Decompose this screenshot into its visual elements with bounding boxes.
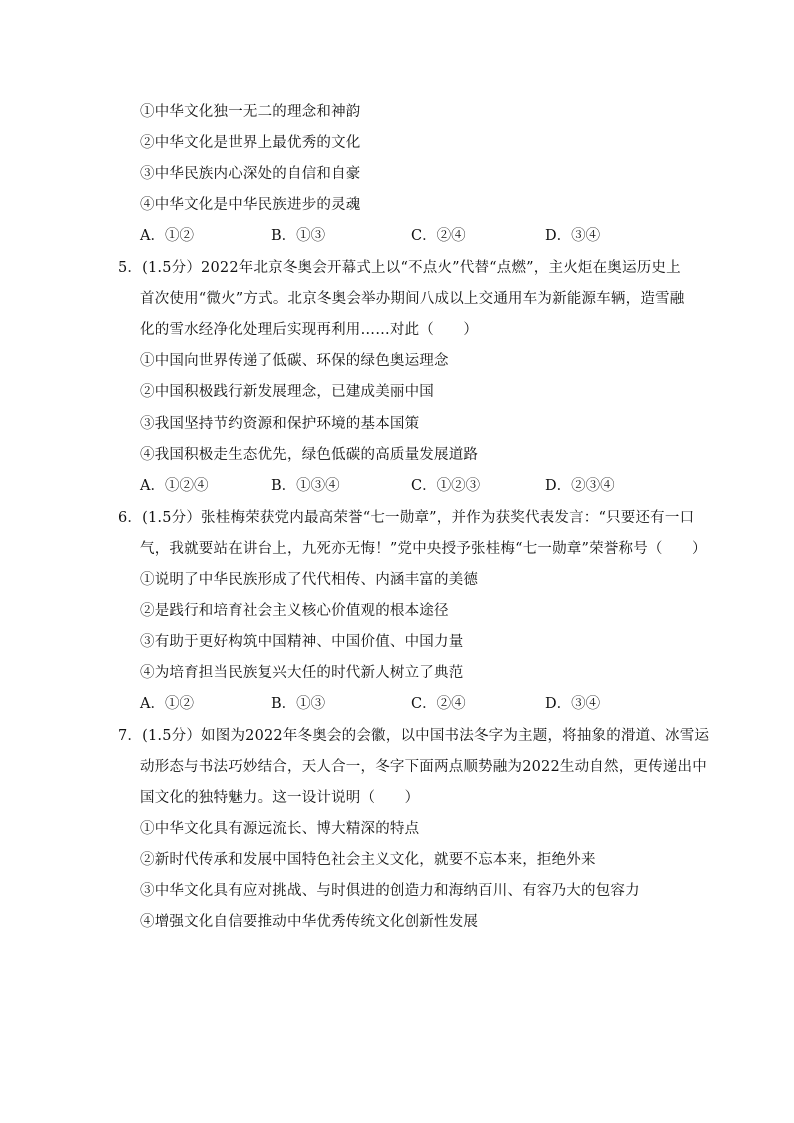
q6-option-a[interactable]: A．①② bbox=[140, 696, 194, 712]
q6-stem-line-1: 6．(1.5分）张桂梅荣获党内最高荣誉“七一勋章”，并作为获奖代表发言：“只要还有一口 bbox=[118, 510, 695, 526]
q7-item-2: ②新时代传承和发展中国特色社会主义文化，就要不忘本来，拒绝外来 bbox=[140, 852, 596, 868]
q6-options bbox=[140, 694, 640, 714]
q5-item-2: ②中国积极践行新发展理念，已建成美丽中国 bbox=[140, 384, 434, 400]
q5-item-1: ①中国向世界传递了低碳、环保的绿色奥运理念 bbox=[140, 353, 449, 369]
q7-stem-line-3: 国文化的独特魅力。这一设计说明（ ） bbox=[140, 790, 420, 806]
q6-option-d[interactable]: D．③④ bbox=[545, 696, 601, 712]
q7-item-4: ④增强文化自信要推动中华优秀传统文化创新性发展 bbox=[140, 914, 479, 930]
q7-item-3: ③中华文化具有应对挑战、与时俱进的创造力和海纳百川、有容乃大的包容力 bbox=[140, 883, 640, 899]
q7-stem-line-1: 7．(1.5分）如图为2022年冬奥会的会徽，以中国书法冬字为主题，将抽象的滑道、冰雪运 bbox=[118, 728, 710, 744]
q4-option-b[interactable]: B．①③ bbox=[271, 228, 326, 244]
q4-item-3: ③中华民族内心深处的自信和自豪 bbox=[140, 166, 361, 182]
q6-stem-line-2: 气，我就要站在讲台上，九死亦无悔！”党中央授予张桂梅“七一勋章”荣誉称号（ ） bbox=[140, 541, 707, 557]
q6-item-4: ④为培育担当民族复兴大任的时代新人树立了典范 bbox=[140, 665, 464, 681]
q4-item-4: ④中华文化是中华民族进步的灵魂 bbox=[140, 197, 361, 213]
q5-stem-line-1: 5．(1.5分）2022年北京冬奥会开幕式上以“不点火”代替“点燃”，主火炬在奥运历史上 bbox=[118, 260, 681, 276]
q5-item-4: ④我国积极走生态优先，绿色低碳的高质量发展道路 bbox=[140, 447, 479, 463]
q6-item-3: ③有助于更好构筑中国精神、中国价值、中国力量 bbox=[140, 634, 464, 650]
q4-option-a[interactable]: A．①② bbox=[140, 228, 194, 244]
q5-option-a[interactable]: A．①②④ bbox=[140, 478, 209, 494]
q5-option-b[interactable]: B．①③④ bbox=[271, 478, 340, 494]
q5-stem-line-3: 化的雪水经净化处理后实现再利用……对此（ ） bbox=[140, 322, 479, 338]
q5-options bbox=[140, 476, 640, 496]
q6-item-1: ①说明了中华民族形成了代代相传、内涵丰富的美德 bbox=[140, 572, 479, 588]
q6-item-2: ②是践行和培育社会主义核心价值观的根本途径 bbox=[140, 603, 449, 619]
q4-option-d[interactable]: D．③④ bbox=[545, 228, 601, 244]
q5-option-d[interactable]: D．②③④ bbox=[545, 478, 615, 494]
q4-option-c[interactable]: C．②④ bbox=[411, 228, 466, 244]
q7-item-1: ①中华文化具有源远流长、博大精深的特点 bbox=[140, 821, 420, 837]
q5-stem-line-2: 首次使用“微火”方式。北京冬奥会举办期间八成以上交通用车为新能源车辆，造雪融 bbox=[140, 291, 685, 307]
q6-option-c[interactable]: C．②④ bbox=[411, 696, 466, 712]
q4-item-1: ①中华文化独一无二的理念和神韵 bbox=[140, 104, 361, 120]
q5-item-3: ③我国坚持节约资源和保护环境的基本国策 bbox=[140, 416, 420, 432]
q5-option-c[interactable]: C．①②③ bbox=[411, 478, 481, 494]
q6-option-b[interactable]: B．①③ bbox=[271, 696, 326, 712]
q4-item-2: ②中华文化是世界上最优秀的文化 bbox=[140, 135, 361, 151]
q7-stem-line-2: 动形态与书法巧妙结合，天人合一，冬字下面两点顺势融为2022生动自然，更传递出中 bbox=[140, 759, 707, 775]
q4-options bbox=[140, 226, 640, 246]
